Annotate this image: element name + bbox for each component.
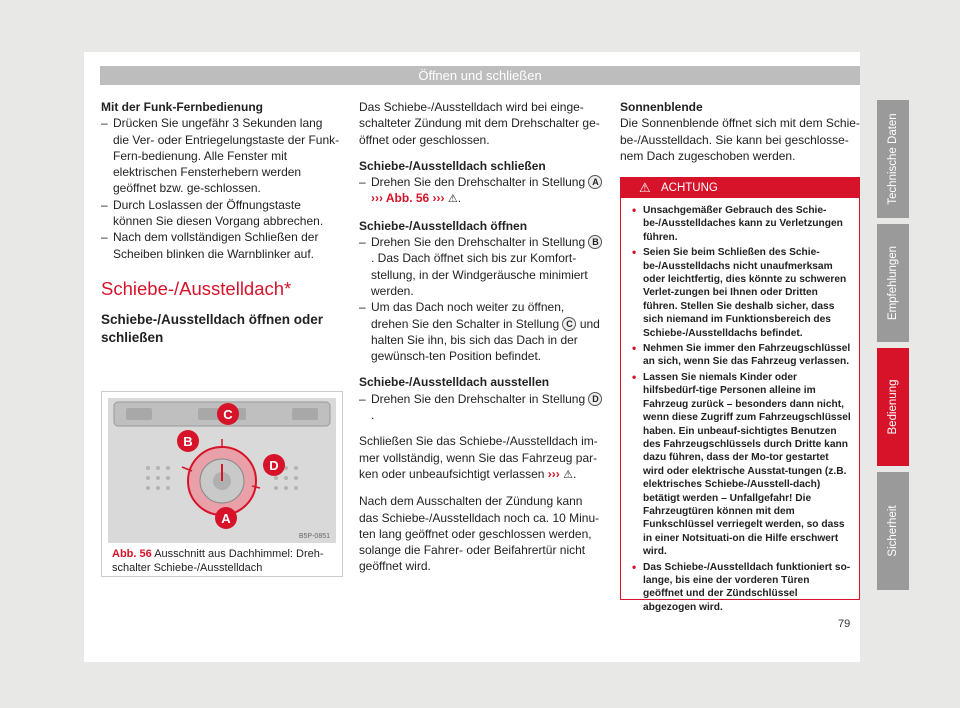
sunblind-heading: Sonnenblende (620, 100, 703, 114)
figure-caption-label: Abb. 56 (112, 548, 152, 560)
list-item: – Drehen Sie den Drehschalter in Stellung A ››› Abb. 56 ››› ⚠. (359, 174, 604, 208)
figure-sunroof-switch (101, 391, 343, 577)
tab-technische-daten[interactable]: Technische Daten (877, 100, 909, 218)
column-left (101, 99, 341, 347)
warning-item: • Lassen Sie niemals Kinder oder hilfsbedürf-tige Personen alleine im Fahrzeug zurück – besonders dann nicht, wenn diese Zugriff zum Fahrzeugschlüssel haben. Ein unbeauf-sichtigtes Benutzen des Fahrzeugschlüssels durch Dritte kann dazu führen, dass der Mo-tor gestartet wird oder elektrische Ausstat-tungen (z.B. elektrisches Schiebe-/Ausstell-dach) betätigt werden – Unfallgefahr! Die Fahrzeugtüren können mit dem Funkschlüssel verriegelt werden, so dass in einer Notsituati-on die Hilfe erschwert wird. (631, 371, 851, 559)
tab-sicherheit[interactable]: Sicherheit (877, 472, 909, 590)
warning-box (620, 177, 860, 613)
svg-text:B: B (183, 434, 193, 449)
close-heading: Schiebe-/Ausstelldach schließen (359, 158, 546, 173)
warning-item: • Seien Sie beim Schließen des Schie-be-/Ausstelldachs nicht unaufmerksam oder leichtfertig, dies könnte zu schweren Verlet-zungen bei Ihnen oder Dritten führen. Stellen Sie deshalb sicher, dass sich niemand im Funktionsbereich des Schiebe-/Ausstelldachs befindet. (631, 246, 851, 340)
position-label-c (217, 403, 239, 425)
list-item: – Nach dem vollständigen Schließen der Scheiben blinken die Warnblinker auf. (101, 229, 341, 262)
ignition-note: Nach dem Ausschalten der Zündung kann das Schiebe-/Ausstelldach noch ca. 10 Minu-ten lang geöffnet oder geschlossen werden, solange die Fahrer- oder Beifahrertür nicht geöffnet wird. (359, 494, 600, 574)
warning-triangle-icon: ⚠ (563, 468, 574, 481)
open-heading: Schiebe-/Ausstelldach öffnen (359, 218, 528, 233)
sunroof-switch-illustration (108, 398, 336, 543)
figure-code: B5P-0851 (298, 533, 330, 540)
list-item: – Drehen Sie den Drehschalter in Stellung D. (359, 391, 604, 424)
warning-body (621, 198, 859, 614)
svg-text:C: C (223, 407, 233, 422)
list-item: – Drehen Sie den Drehschalter in Stellung B. Das Dach öffnet sich bis zur Komfort-stellung, in der Windgeräusche minimiert werden. (359, 234, 604, 299)
column-middle (359, 99, 604, 575)
figure-reference-link[interactable]: ››› Abb. 56 ››› (371, 191, 445, 206)
subsection-title: Schiebe-/Ausstelldach öffnen oder schließen (101, 311, 324, 345)
list-item: – Durch Loslassen der Öffnungstaste können Sie diesen Vorgang abbrechen. (101, 197, 341, 230)
intro-text: Das Schiebe-/Ausstelldach wird bei einge-schalteter Zündung mit dem Drehschalter ge-öffnet oder geschlossen. (359, 100, 600, 147)
position-badge-c: C (562, 317, 576, 331)
figure-caption (112, 547, 337, 575)
warning-triangle-icon: ⚠ (447, 193, 458, 206)
position-badge-a: A (588, 175, 602, 189)
position-label-d (263, 454, 285, 476)
parking-note: Schließen Sie das Schiebe-/Ausstelldach im-mer vollständig, wenn Sie das Fahrzeug par-ken oder unbeaufsichtigt verlassen ››› ⚠. (359, 434, 598, 481)
remote-steps (101, 115, 341, 262)
position-label-a (215, 507, 237, 529)
warning-reference-link[interactable]: ››› (547, 466, 560, 481)
sunblind-text: Die Sonnenblende öffnet sich mit dem Schie-be-/Ausstelldach. Sie kann bei geschlosse-nem Dach zugeschoben werden. (620, 116, 860, 163)
warning-title: ACHTUNG (661, 182, 718, 194)
tilt-heading: Schiebe-/Ausstelldach ausstellen (359, 375, 550, 390)
page-header-title: Öffnen und schließen (100, 66, 860, 85)
tab-bedienung[interactable]: Bedienung (877, 348, 909, 466)
page-number: 79 (838, 618, 851, 630)
position-badge-b: B (588, 235, 602, 249)
position-badge-d: D (588, 392, 602, 406)
list-item: – Um das Dach noch weiter zu öffnen, drehen Sie den Schalter in Stellung C und halten Sie ihn, bis sich das Dach in der gewünsch-ten Position befindet. (359, 299, 604, 364)
tab-empfehlungen[interactable]: Empfehlungen (877, 224, 909, 342)
warning-header (621, 178, 859, 198)
position-label-b (177, 430, 199, 452)
warning-item: • Das Schiebe-/Ausstelldach funktioniert so-lange, bis eine der vorderen Türen geöffnet und der Zündschlüssel abgezogen wird. (631, 561, 851, 615)
warning-item: • Unsachgemäßer Gebrauch des Schie-be-/Ausstelldaches kann zu Verletzungen führen. (631, 204, 851, 244)
section-title: Schiebe-/Ausstelldach* (101, 277, 292, 299)
list-item: – Drücken Sie ungefähr 3 Sekunden lang die Ver- oder Entriegelungstaste der Funk-Fern-bedienung. Alle Fenster mit elektrischen Fensterhebern werden geöffnet bzw. ge-schlossen. (101, 115, 341, 196)
warning-item: • Nehmen Sie immer den Fahrzeugschlüssel an sich, wenn Sie das Fahrzeug verlassen. (631, 342, 851, 369)
svg-text:D: D (269, 458, 279, 473)
remote-heading: Mit der Funk-Fernbedienung (101, 100, 263, 114)
column-right (620, 99, 860, 164)
figure-caption-text: Ausschnitt aus Dachhimmel: Dreh-schalter Schiebe-/Ausstelldach (112, 548, 324, 574)
svg-text:A: A (221, 511, 231, 526)
warning-triangle-icon: ⚠ (639, 180, 651, 195)
